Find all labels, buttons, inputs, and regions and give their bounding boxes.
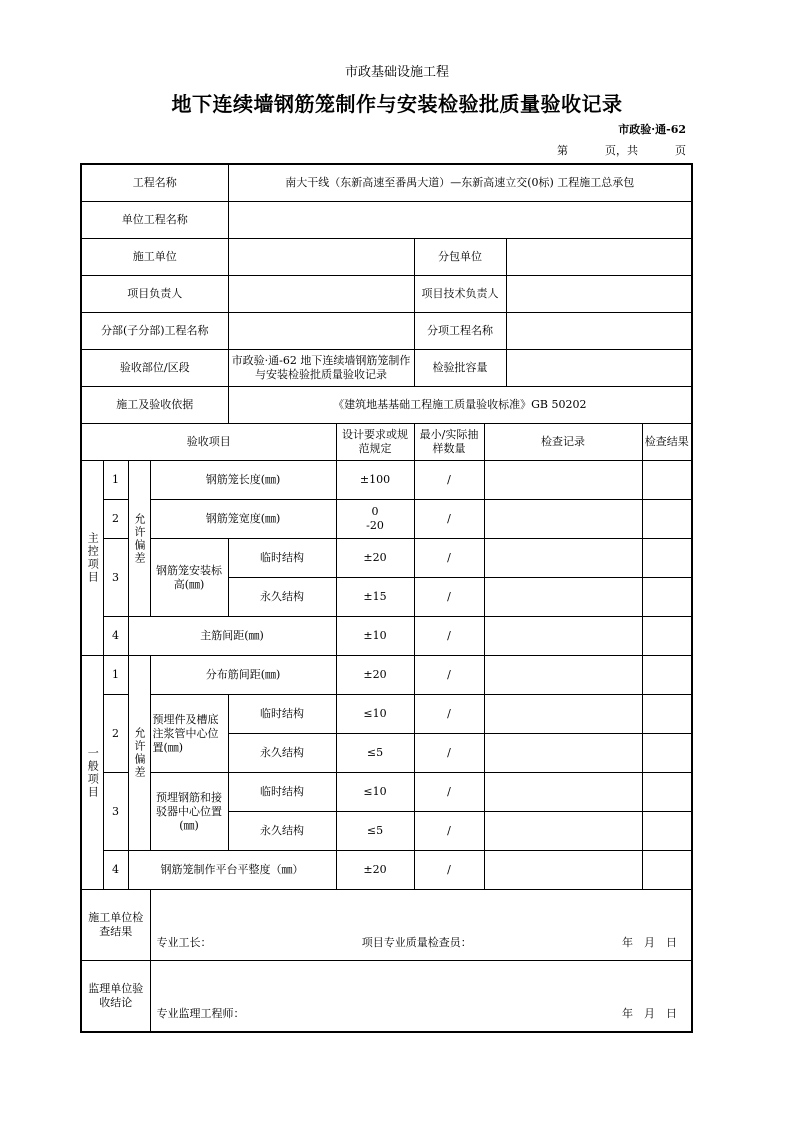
project-name-value: 南大干线（东新高速至番禺大道）—东新高速立交(0标) 工程施工总承包 <box>228 164 692 202</box>
item-design <box>336 500 414 539</box>
supervisor-conclusion-area[interactable] <box>150 961 692 1033</box>
item-design: ±20 <box>336 539 414 578</box>
item-result[interactable] <box>642 695 692 734</box>
division-value[interactable] <box>228 313 414 350</box>
item-sample: / <box>414 539 484 578</box>
item-sample: / <box>414 578 484 617</box>
item-sub-label: 临时结构 <box>228 695 336 734</box>
item-name: 钢筋笼宽度(㎜) <box>150 500 336 539</box>
item-record[interactable] <box>484 734 642 773</box>
item-sample: / <box>414 500 484 539</box>
item-design: ±20 <box>336 656 414 695</box>
item-sample: / <box>414 461 484 500</box>
item-no: 4 <box>103 617 128 656</box>
page-ye-gong: 页，共 <box>605 144 638 157</box>
supervisor-engineer-label: 专业监理工程师： <box>156 1007 245 1020</box>
item-result[interactable] <box>642 500 692 539</box>
unit-project-label: 单位工程名称 <box>81 202 228 239</box>
item-sample: / <box>414 617 484 656</box>
supervisor-label: 监理单位验收结论 <box>81 961 150 1033</box>
item-no: 2 <box>103 695 128 773</box>
row-managers <box>81 276 692 313</box>
item-sub-label: 临时结构 <box>228 539 336 578</box>
item-sub-label: 永久结构 <box>228 578 336 617</box>
item-sample: / <box>414 695 484 734</box>
item-result[interactable] <box>642 461 692 500</box>
supervisor-date: 年 月 日 <box>622 1007 678 1020</box>
item-name: 分布筋间距(㎜) <box>150 656 336 695</box>
item-no: 3 <box>103 539 128 617</box>
unit-project-value[interactable] <box>228 202 692 239</box>
qc-inspector-label: 项目专业质量检查员： <box>361 936 472 949</box>
form-code: 市政验·通-62 <box>618 123 686 136</box>
table-row <box>81 617 692 656</box>
row-contractor-check <box>81 890 692 961</box>
item-name: 钢筋笼安装标高(㎜) <box>150 539 228 617</box>
item-design: ≤10 <box>336 695 414 734</box>
design-top: 0 <box>371 505 379 518</box>
item-design: ±20 <box>336 851 414 890</box>
item-design: ≤10 <box>336 773 414 812</box>
contractor-signature-line <box>157 936 678 950</box>
item-record[interactable] <box>484 461 642 500</box>
table-row <box>81 461 692 500</box>
location-label: 验收部位/区段 <box>81 350 228 387</box>
contractor-check-area[interactable] <box>150 890 692 961</box>
row-contractor <box>81 239 692 276</box>
batch-capacity-value[interactable] <box>506 350 692 387</box>
item-design: ±100 <box>336 461 414 500</box>
item-no: 3 <box>103 773 128 851</box>
header-record: 检查记录 <box>484 424 642 461</box>
row-location <box>81 350 692 387</box>
item-record[interactable] <box>484 500 642 539</box>
table-row <box>81 695 692 734</box>
row-basis <box>81 387 692 424</box>
main-group-label: 主控项目 <box>81 461 103 656</box>
tech-manager-value[interactable] <box>506 276 692 313</box>
subcontractor-value[interactable] <box>506 239 692 276</box>
item-record[interactable] <box>484 617 642 656</box>
item-result[interactable] <box>642 773 692 812</box>
project-manager-value[interactable] <box>228 276 414 313</box>
page-ye: 页 <box>675 144 686 157</box>
item-record[interactable] <box>484 812 642 851</box>
header-design: 设计要求或规范规定 <box>336 424 414 461</box>
general-tolerance-label: 允许偏差 <box>128 656 150 851</box>
row-supervisor <box>81 961 692 1033</box>
item-sub-label: 永久结构 <box>228 734 336 773</box>
batch-capacity-label: 检验批容量 <box>414 350 506 387</box>
subitem-value[interactable] <box>506 313 692 350</box>
supervisor-signature-line <box>157 1007 678 1021</box>
item-name: 预埋件及槽底注浆管中心位置(㎜) <box>150 695 228 773</box>
item-design: ±15 <box>336 578 414 617</box>
organization-header: 市政基础设施工程 <box>344 65 449 80</box>
row-column-headers <box>81 424 692 461</box>
foreman-label: 专业工长： <box>156 936 212 949</box>
item-result[interactable] <box>642 734 692 773</box>
item-name: 钢筋笼制作平台平整度（㎜） <box>128 851 336 890</box>
table-row <box>81 656 692 695</box>
item-record[interactable] <box>484 656 642 695</box>
contractor-date: 年 月 日 <box>622 936 677 949</box>
item-no: 2 <box>103 500 128 539</box>
project-name-label: 工程名称 <box>81 164 228 202</box>
item-result[interactable] <box>642 812 692 851</box>
row-unit-project <box>81 202 692 239</box>
contractor-check-label: 施工单位检查结果 <box>81 890 150 961</box>
design-bottom: -20 <box>366 519 384 532</box>
table-row <box>81 539 692 578</box>
item-result[interactable] <box>642 656 692 695</box>
division-label: 分部(子分部)工程名称 <box>81 313 228 350</box>
item-design: ≤5 <box>336 812 414 851</box>
item-name: 主筋间距(㎜) <box>128 617 336 656</box>
item-result[interactable] <box>642 851 692 890</box>
item-sample: / <box>414 734 484 773</box>
basis-label: 施工及验收依据 <box>81 387 228 424</box>
item-name: 预埋钢筋和接驳器中心位置(㎜) <box>150 773 228 851</box>
item-record[interactable] <box>484 578 642 617</box>
row-division <box>81 313 692 350</box>
item-sample: / <box>414 812 484 851</box>
item-sample: / <box>414 851 484 890</box>
item-result[interactable] <box>642 539 692 578</box>
row-project-name <box>81 164 692 202</box>
item-no: 4 <box>103 851 128 890</box>
item-sample: / <box>414 773 484 812</box>
table-row <box>81 851 692 890</box>
item-record[interactable] <box>484 851 642 890</box>
subitem-label: 分项工程名称 <box>414 313 506 350</box>
location-value: 市政验·通-62 地下连续墙钢筋笼制作与安装检验批质量验收记录 <box>228 350 414 387</box>
inspection-record-table <box>80 163 693 1033</box>
item-no: 1 <box>103 656 128 695</box>
table-row <box>81 773 692 812</box>
page-di: 第 <box>557 144 568 157</box>
item-sub-label: 临时结构 <box>228 773 336 812</box>
header-item: 验收项目 <box>81 424 336 461</box>
subcontractor-label: 分包单位 <box>414 239 506 276</box>
item-record[interactable] <box>484 773 642 812</box>
document-title: 地下连续墙钢筋笼制作与安装检验批质量验收记录 <box>171 92 623 116</box>
contractor-value[interactable] <box>228 239 414 276</box>
header-sample: 最小/实际抽样数量 <box>414 424 484 461</box>
item-design: ≤5 <box>336 734 414 773</box>
item-name: 钢筋笼长度(㎜) <box>150 461 336 500</box>
item-design: ±10 <box>336 617 414 656</box>
item-record[interactable] <box>484 539 642 578</box>
contractor-label: 施工单位 <box>81 239 228 276</box>
item-sub-label: 永久结构 <box>228 812 336 851</box>
project-manager-label: 项目负责人 <box>81 276 228 313</box>
general-group-label: 一般项目 <box>81 656 103 890</box>
tech-manager-label: 项目技术负责人 <box>414 276 506 313</box>
item-record[interactable] <box>484 695 642 734</box>
item-result[interactable] <box>642 578 692 617</box>
item-no: 1 <box>103 461 128 500</box>
table-row <box>81 500 692 539</box>
item-result[interactable] <box>642 617 692 656</box>
page-indicator <box>557 142 686 158</box>
main-tolerance-label: 允许偏差 <box>128 461 150 617</box>
header-result: 检查结果 <box>642 424 692 461</box>
item-sample: / <box>414 656 484 695</box>
basis-value: 《建筑地基基础工程施工质量验收标准》GB 50202 <box>228 387 692 424</box>
